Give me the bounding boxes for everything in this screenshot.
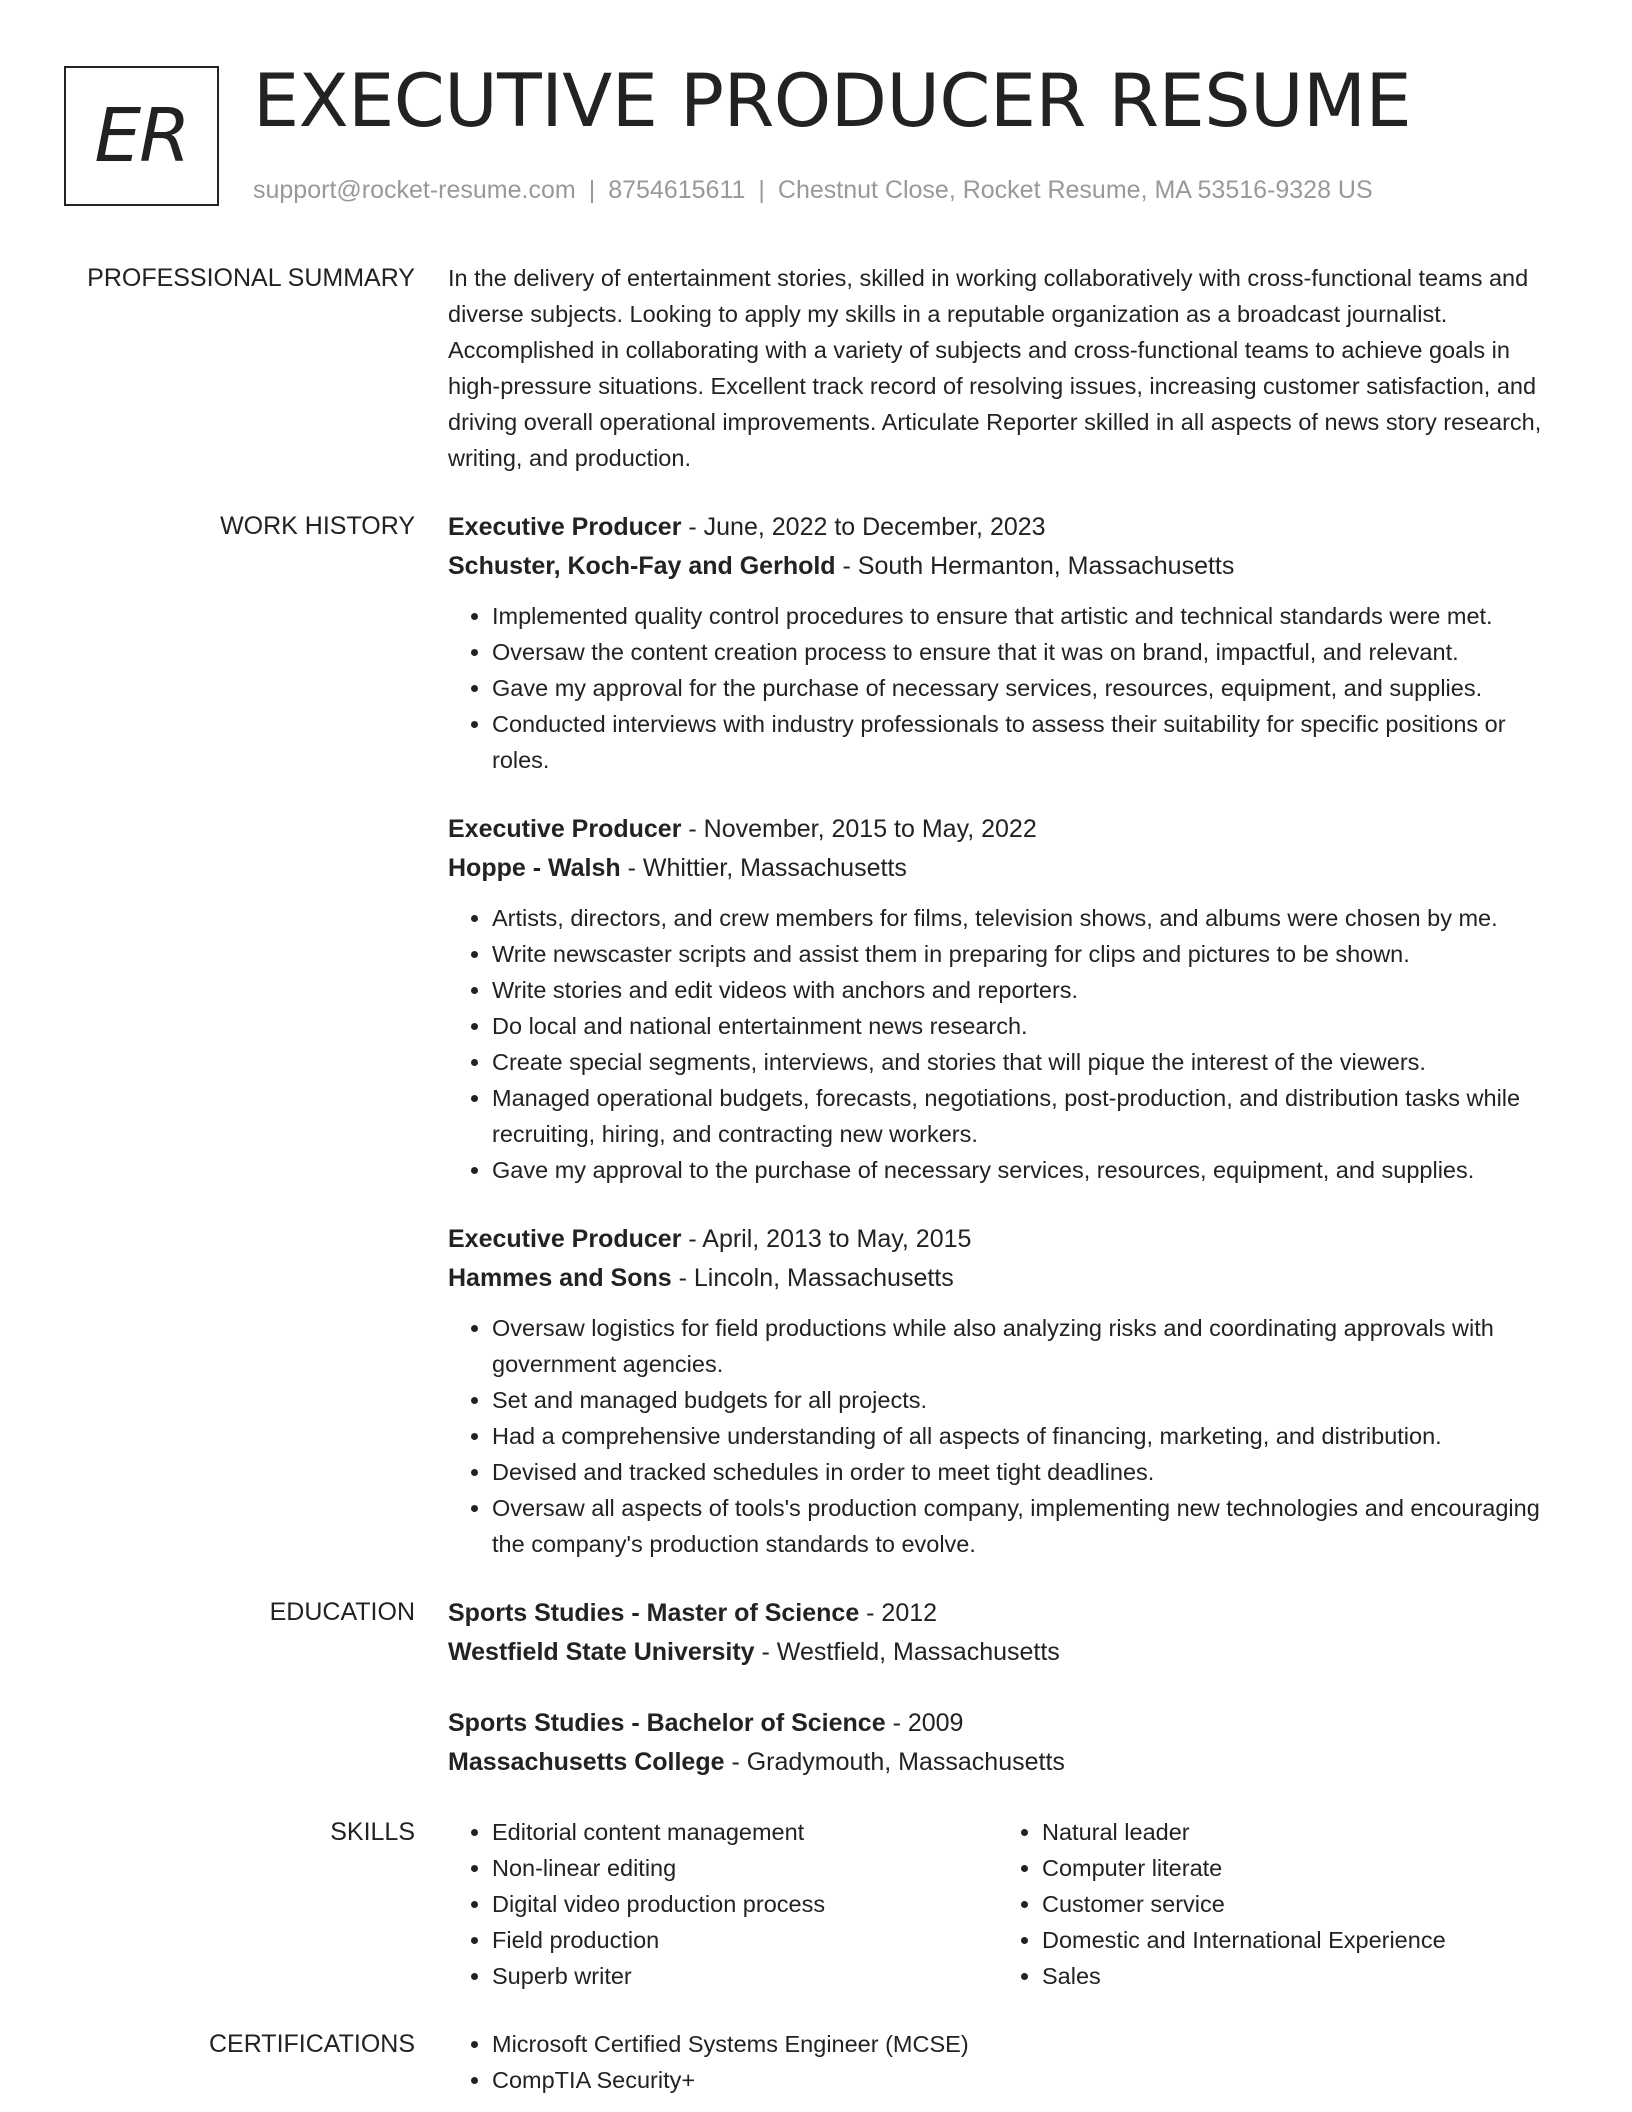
job-bullet: • Implemented quality control procedures to ensure that artistic and technical standards were met. xyxy=(492,598,1568,634)
job-company: Hoppe - Walsh xyxy=(448,854,621,882)
job-bullet: • Oversaw all aspects of tools's production company, implementing new technologies and encouraging the company's production standards to evolve. xyxy=(492,1490,1568,1562)
skill-item: • Superb writer xyxy=(492,1958,998,1994)
job-bullet: • Write newscaster scripts and assist them in preparing for clips and pictures to be shown. xyxy=(492,936,1568,972)
skill-item: • Customer service xyxy=(1042,1886,1548,1922)
job-title: Executive Producer xyxy=(448,513,682,541)
skill-item: • Sales xyxy=(1042,1958,1548,1994)
skill-item: • Digital video production process xyxy=(492,1886,998,1922)
contact-address: Chestnut Close, Rocket Resume, MA 53516-9328 US xyxy=(777,176,1373,204)
monogram-logo: ER xyxy=(64,66,219,206)
job-dates: - November, 2015 to May, 2022 xyxy=(681,815,1037,843)
education-section xyxy=(0,1594,1632,1782)
section-heading: WORK HISTORY xyxy=(220,512,415,540)
skills-list-right xyxy=(998,1814,1548,1994)
resume-title: EXECUTIVE PRODUCER RESUME xyxy=(253,59,1412,144)
contact-phone: 8754615611 xyxy=(608,176,746,204)
job-title-line xyxy=(448,810,1568,849)
job-bullet: • Conducted interviews with industry professionals to assess their suitability for specific positions or roles. xyxy=(492,706,1568,778)
job-location: - Lincoln, Massachusetts xyxy=(671,1264,954,1292)
section-heading: CERTIFICATIONS xyxy=(208,2030,415,2058)
contact-line xyxy=(253,174,1373,206)
job-bullet: • Set and managed budgets for all projects. xyxy=(492,1382,1568,1418)
contact-separator: | xyxy=(588,176,596,204)
certification-item: • Microsoft Certified Systems Engineer (MCSE) xyxy=(492,2026,1568,2062)
school-name: Westfield State University xyxy=(448,1638,755,1666)
skill-item: • Editorial content management xyxy=(492,1814,998,1850)
job-location: - South Hermanton, Massachusetts xyxy=(835,552,1235,580)
degree-line xyxy=(448,1704,1568,1743)
job-bullet: • Had a comprehensive understanding of all aspects of financing, marketing, and distribution. xyxy=(492,1418,1568,1454)
skill-item: • Non-linear editing xyxy=(492,1850,998,1886)
job-company-line xyxy=(448,849,1568,888)
certifications-list xyxy=(448,2026,1568,2098)
school-location: - Westfield, Massachusetts xyxy=(754,1638,1060,1666)
job-title-line xyxy=(448,1220,1568,1259)
job-bullets xyxy=(448,598,1568,778)
work-history-section xyxy=(0,508,1632,1562)
degree-year: - 2009 xyxy=(885,1709,964,1737)
school-line xyxy=(448,1743,1568,1782)
job-bullet: • Devised and tracked schedules in order to meet tight deadlines. xyxy=(492,1454,1568,1490)
job-location: - Whittier, Massachusetts xyxy=(620,854,907,882)
summary-text: In the delivery of entertainment stories, skilled in working collaboratively with cross-functional teams and diverse subjects. Looking to apply my skills in a reputable organization as a broadcast journalist. Accomplished in collaborating with a variety of subjects and cross-functional teams to achieve goals in high-pressure situations. Excellent track record of resolving issues, increasing customer satisfaction, and driving overall operational improvements. Articulate Reporter skilled in all aspects of news story research, writing, and production. xyxy=(448,265,1542,471)
section-heading: PROFESSIONAL SUMMARY xyxy=(87,264,415,292)
job-bullet: • Gave my approval to the purchase of necessary services, resources, equipment, and supplies. xyxy=(492,1152,1568,1188)
skill-item: • Field production xyxy=(492,1922,998,1958)
skill-item: • Computer literate xyxy=(1042,1850,1548,1886)
work-entries xyxy=(448,508,1568,1562)
resume-sections xyxy=(0,260,1632,2098)
skill-item: • Domestic and International Experience xyxy=(1042,1922,1548,1958)
job-title: Executive Producer xyxy=(448,1225,682,1253)
school-name: Massachusetts College xyxy=(448,1748,725,1776)
contact-separator: | xyxy=(758,176,765,204)
job-bullets xyxy=(448,1310,1568,1562)
job-bullet: • Do local and national entertainment news research. xyxy=(492,1008,1568,1044)
school-line xyxy=(448,1633,1568,1672)
section-heading: SKILLS xyxy=(330,1818,415,1846)
degree-name: Sports Studies - Master of Science xyxy=(448,1599,860,1627)
job-bullet: • Oversaw logistics for field productions while also analyzing risks and coordinating approvals with government agencies. xyxy=(492,1310,1568,1382)
job-entry xyxy=(448,1220,1568,1562)
job-bullet: • Managed operational budgets, forecasts, negotiations, post-production, and distribution tasks while recruiting, hiring, and contracting new workers. xyxy=(492,1080,1568,1152)
skills-section xyxy=(0,1814,1632,1994)
job-bullets xyxy=(448,900,1568,1188)
skills-list-left xyxy=(448,1814,998,1994)
degree-line xyxy=(448,1594,1568,1633)
job-bullet: • Oversaw the content creation process to ensure that it was on brand, impactful, and relevant. xyxy=(492,634,1568,670)
section-heading: EDUCATION xyxy=(269,1598,415,1626)
certification-item: • CompTIA Security+ xyxy=(492,2062,1568,2098)
job-bullet: • Gave my approval for the purchase of necessary services, resources, equipment, and supplies. xyxy=(492,670,1568,706)
job-company: Hammes and Sons xyxy=(448,1264,672,1292)
job-title: Executive Producer xyxy=(448,815,682,843)
job-dates: - June, 2022 to December, 2023 xyxy=(681,513,1046,541)
school-location: - Gradymouth, Massachusetts xyxy=(724,1748,1065,1776)
skill-item: • Natural leader xyxy=(1042,1814,1548,1850)
professional-summary-section xyxy=(0,260,1632,476)
education-entry xyxy=(448,1594,1568,1672)
certifications-body xyxy=(448,2026,1568,2098)
job-company-line xyxy=(448,547,1568,586)
job-dates: - April, 2013 to May, 2015 xyxy=(681,1225,972,1253)
contact-email: support@rocket-resume.com xyxy=(253,176,576,204)
education-entry xyxy=(448,1704,1568,1782)
job-title-line xyxy=(448,508,1568,547)
certifications-section xyxy=(0,2026,1632,2098)
degree-name: Sports Studies - Bachelor of Science xyxy=(448,1709,886,1737)
job-bullet: • Artists, directors, and crew members for films, television shows, and albums were chosen by me. xyxy=(492,900,1568,936)
education-entries xyxy=(448,1594,1568,1782)
job-entry xyxy=(448,810,1568,1188)
job-company-line xyxy=(448,1259,1568,1298)
job-entry xyxy=(448,508,1568,778)
job-company: Schuster, Koch-Fay and Gerhold xyxy=(448,552,836,580)
job-bullet: • Write stories and edit videos with anchors and reporters. xyxy=(492,972,1568,1008)
degree-year: - 2012 xyxy=(859,1599,938,1627)
job-bullet: • Create special segments, interviews, and stories that will pique the interest of the viewers. xyxy=(492,1044,1568,1080)
skills-columns xyxy=(448,1814,1568,1994)
